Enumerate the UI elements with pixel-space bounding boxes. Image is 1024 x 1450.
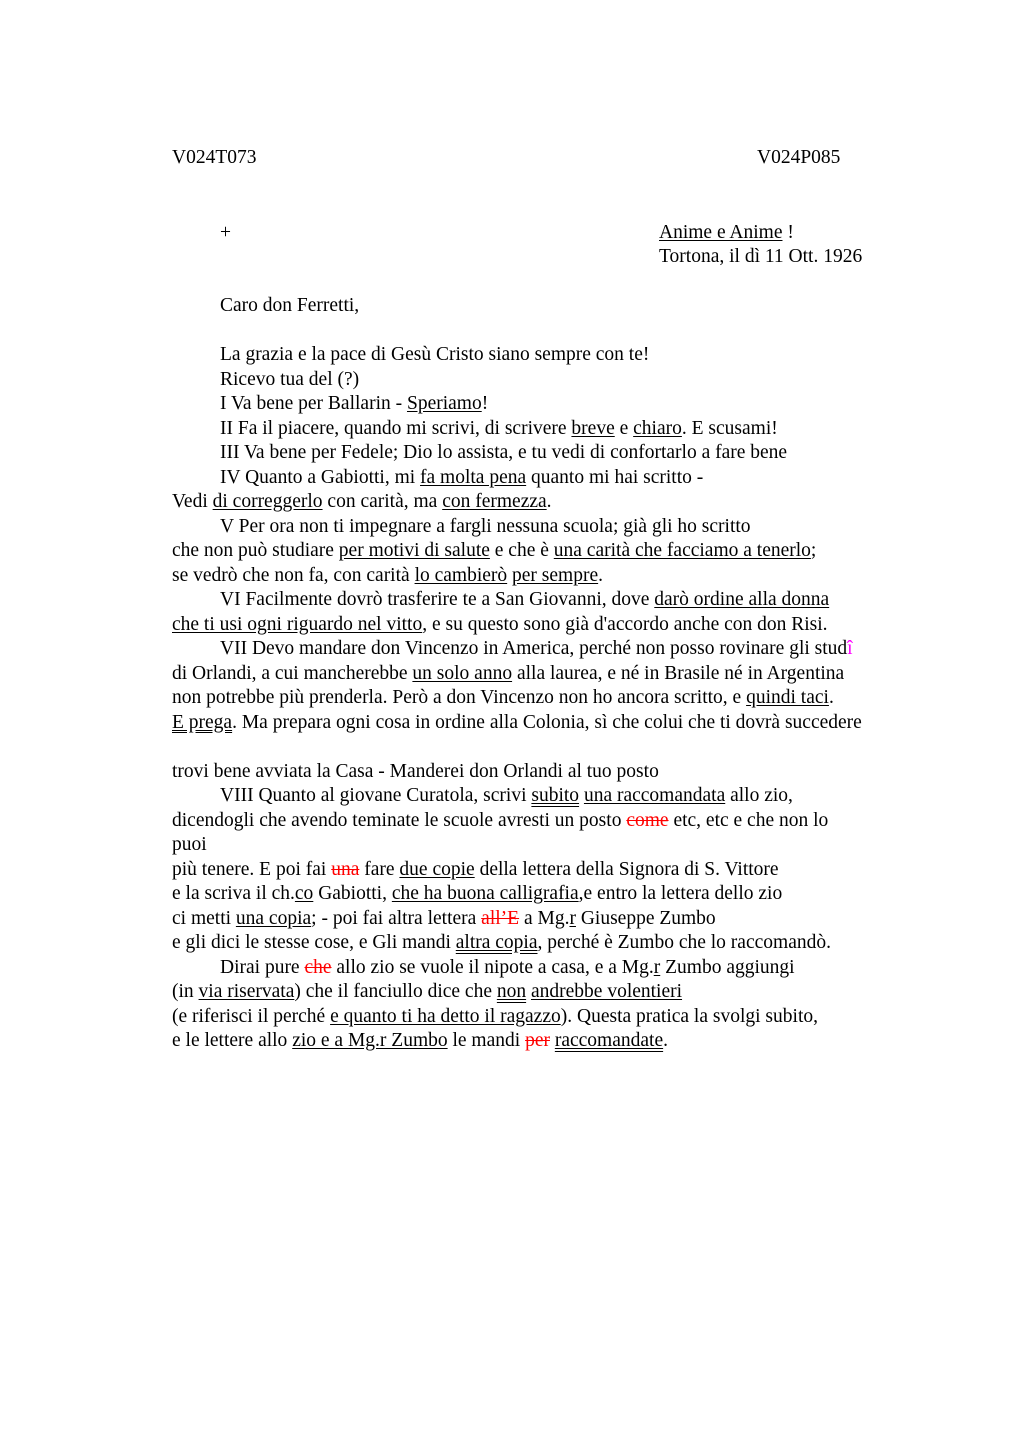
- letter-line: [172, 981, 682, 1003]
- text-segment: Zumbo aggiungi: [660, 956, 795, 978]
- text-segment: trovi bene avviata la Casa - Manderei don Orlandi al tuo posto: [172, 760, 659, 782]
- text-segment: e la scriva il ch.: [172, 883, 295, 904]
- text-segment: . Ma prepara ogni cosa in ordine alla Colonia, sì che colui che ti dovrà succedere: [232, 711, 862, 733]
- underlined-text: non: [496, 981, 527, 1002]
- text-segment: più tenere. E poi fai: [172, 858, 332, 880]
- text-segment: Giuseppe Zumbo: [575, 907, 716, 929]
- underlined-text: con fermezza: [442, 491, 547, 512]
- text-segment: !: [481, 393, 489, 414]
- text-segment: non potrebbe più prenderla. Però a don Vincenzo non ho ancora scritto, e: [172, 687, 747, 708]
- letter-line: [220, 516, 751, 538]
- underlined-text: r: [653, 956, 661, 978]
- underlined-text: chiaro: [633, 417, 682, 439]
- underlined-text: una carità che facciamo a tenerlo: [553, 540, 811, 561]
- letter-line: [220, 467, 703, 489]
- text-segment: IV Quanto a Gabiotti, mi: [220, 466, 421, 488]
- underlined-text: subito: [531, 785, 580, 806]
- text-segment: se vedrò che non fa, con carità: [172, 564, 415, 586]
- text-segment: .: [546, 491, 552, 512]
- text-segment: di Orlandi, a cui mancherebbe: [172, 662, 413, 684]
- motto: [659, 222, 794, 244]
- text-segment: ) che il fanciullo dice che: [294, 981, 497, 1002]
- letter-line: [220, 393, 488, 415]
- underlined-text: che ti usi ogni riguardo nel vitto: [172, 613, 423, 635]
- text-segment: le mandi: [447, 1030, 526, 1051]
- letter-line: [172, 810, 828, 832]
- underlined-text: che ha buona calligrafia: [391, 883, 579, 904]
- text-segment: ci metti: [172, 907, 236, 929]
- text-segment: .: [828, 687, 834, 708]
- letter-line: [172, 834, 207, 856]
- text-segment: ;: [810, 540, 817, 561]
- text-segment: a Mg.: [519, 907, 570, 929]
- text-segment: .: [663, 1030, 668, 1051]
- text-segment: VI Facilmente dovrò trasferire te a San Giovanni, dove: [220, 589, 655, 610]
- underlined-text: per motivi di salute: [338, 540, 490, 561]
- text-segment: , perché è Zumbo che lo raccomandò.: [537, 932, 831, 953]
- letter-line: [172, 1006, 818, 1028]
- text-segment: VIII Quanto al giovane Curatola, scrivi: [220, 785, 532, 806]
- text-segment: .: [598, 564, 603, 586]
- underlined-text: breve: [571, 417, 615, 439]
- cross-symbol: +: [220, 222, 231, 243]
- underlined-text: quindi taci: [746, 687, 829, 708]
- letter-line: [172, 712, 862, 734]
- underlined-text: lo cambierò: [414, 564, 508, 586]
- text-segment: alla laurea, e né in Brasile né in Argentina: [512, 662, 845, 684]
- letter-line: [220, 589, 829, 611]
- text-segment: fare: [359, 858, 400, 880]
- letter-line: [172, 883, 782, 905]
- underlined-text: altra copia: [455, 932, 538, 953]
- letter-line: [220, 442, 787, 464]
- text-segment: (in: [172, 981, 199, 1002]
- underlined-text: fa molta pena: [420, 466, 527, 488]
- motto-text: Anime e Anime: [659, 222, 783, 243]
- letter-line: [172, 614, 828, 636]
- salutation: Caro don Ferretti,: [220, 295, 360, 316]
- struck-text: come: [626, 809, 669, 831]
- letter-line: [172, 908, 716, 930]
- letter-line: [172, 687, 834, 709]
- underlined-text: E prega: [172, 711, 233, 733]
- text-segment: puoi: [172, 834, 207, 855]
- underlined-text: raccomandate: [554, 1030, 664, 1051]
- text-segment: Dirai pure: [220, 956, 305, 978]
- text-segment: , e su questo sono già d'accordo anche con don Risi.: [422, 613, 828, 635]
- text-segment: . E scusami!: [681, 417, 778, 439]
- text-segment: e: [614, 417, 634, 439]
- underlined-text: due copie: [399, 858, 475, 880]
- text-segment: e gli dici le stesse cose, e Gli mandi: [172, 932, 456, 953]
- underlined-text: co: [294, 883, 314, 904]
- text-segment: con carità, ma: [322, 491, 443, 512]
- letter-line: [220, 418, 778, 440]
- letter-line: [220, 638, 853, 660]
- text-segment: ,e entro la lettera dello zio: [578, 883, 783, 904]
- letter-line: [172, 565, 603, 587]
- underlined-text: darò ordine alla donna: [654, 589, 830, 610]
- struck-text: che: [304, 956, 332, 978]
- underlined-text: Speriamo: [406, 393, 482, 414]
- underlined-text: una copia: [235, 907, 312, 929]
- text-segment: dicendogli che avendo teminate le scuole avresti un posto: [172, 809, 627, 831]
- underlined-text: e quanto ti ha detto il ragazzo: [330, 1005, 561, 1027]
- text-segment: della lettera della Signora di S. Vittore: [474, 858, 779, 880]
- struck-text: all’E: [481, 907, 520, 929]
- date-line: Tortona, il dì 11 Ott. 1926: [659, 246, 863, 267]
- struck-text: per: [525, 1030, 550, 1051]
- text-segment: V Per ora non ti impegnare a fargli nessuna scuola; già gli ho scritto: [220, 515, 751, 537]
- letter-line: [220, 344, 649, 366]
- text-segment: III Va bene per Fedele; Dio lo assista, e tu vedi di confortarlo a fare bene: [220, 442, 788, 463]
- letter-line: [220, 785, 793, 807]
- text-segment: allo zio se vuole il nipote a casa, e a Mg.: [331, 956, 654, 978]
- underlined-text: di correggerlo: [212, 491, 323, 512]
- letter-line: [172, 491, 552, 513]
- text-segment: che non può studiare: [172, 540, 339, 561]
- text-segment: etc, etc e che non lo: [668, 809, 829, 831]
- text-segment: I Va bene per Ballarin -: [220, 393, 407, 414]
- underlined-text: zio e a Mg.r Zumbo: [292, 1030, 448, 1051]
- text-segment: La grazia e la pace di Gesù Cristo siano sempre con te!: [220, 344, 650, 365]
- text-segment: allo zio,: [725, 785, 793, 806]
- text-segment: VII Devo mandare don Vincenzo in America, perché non posso rovinare gli stud: [220, 638, 848, 659]
- underlined-text: una raccomandata: [583, 785, 726, 806]
- document-code-left: V024T073: [172, 147, 257, 168]
- letter-line: [172, 859, 779, 881]
- underlined-text: via riservata: [198, 981, 295, 1002]
- letter-line: [172, 663, 844, 685]
- underlined-text: un solo anno: [412, 662, 513, 684]
- text-segment: Ricevo tua del (?): [220, 368, 360, 390]
- text-segment: (e riferisci il perché: [172, 1005, 331, 1027]
- struck-text: una: [331, 858, 360, 880]
- motto-suffix: !: [782, 222, 794, 243]
- letter-line: [172, 540, 816, 562]
- text-segment: II Fa il piacere, quando mi scrivi, di scrivere: [220, 417, 572, 439]
- document-code-right: V024P085: [757, 147, 841, 168]
- letter-line: [172, 761, 659, 783]
- underlined-text: andrebbe volentieri: [530, 981, 683, 1002]
- text-segment: ). Questa pratica la svolgi subito,: [560, 1005, 818, 1027]
- text-segment: e le lettere allo: [172, 1030, 293, 1051]
- letter-line: [220, 957, 795, 979]
- letter-line: [172, 1030, 668, 1052]
- underlined-text: per sempre: [512, 564, 599, 586]
- letter-line: [172, 932, 831, 954]
- letter-line: [220, 369, 359, 391]
- text-segment: Vedi: [172, 491, 213, 512]
- text-segment: Gabiotti,: [313, 883, 392, 904]
- text-segment: quanto mi hai scritto -: [526, 466, 704, 488]
- underlined-text: r: [569, 907, 576, 929]
- text-segment: ; - poi fai altra lettera: [311, 907, 482, 929]
- highlighted-text: î: [847, 638, 853, 659]
- text-segment: e che è: [489, 540, 554, 561]
